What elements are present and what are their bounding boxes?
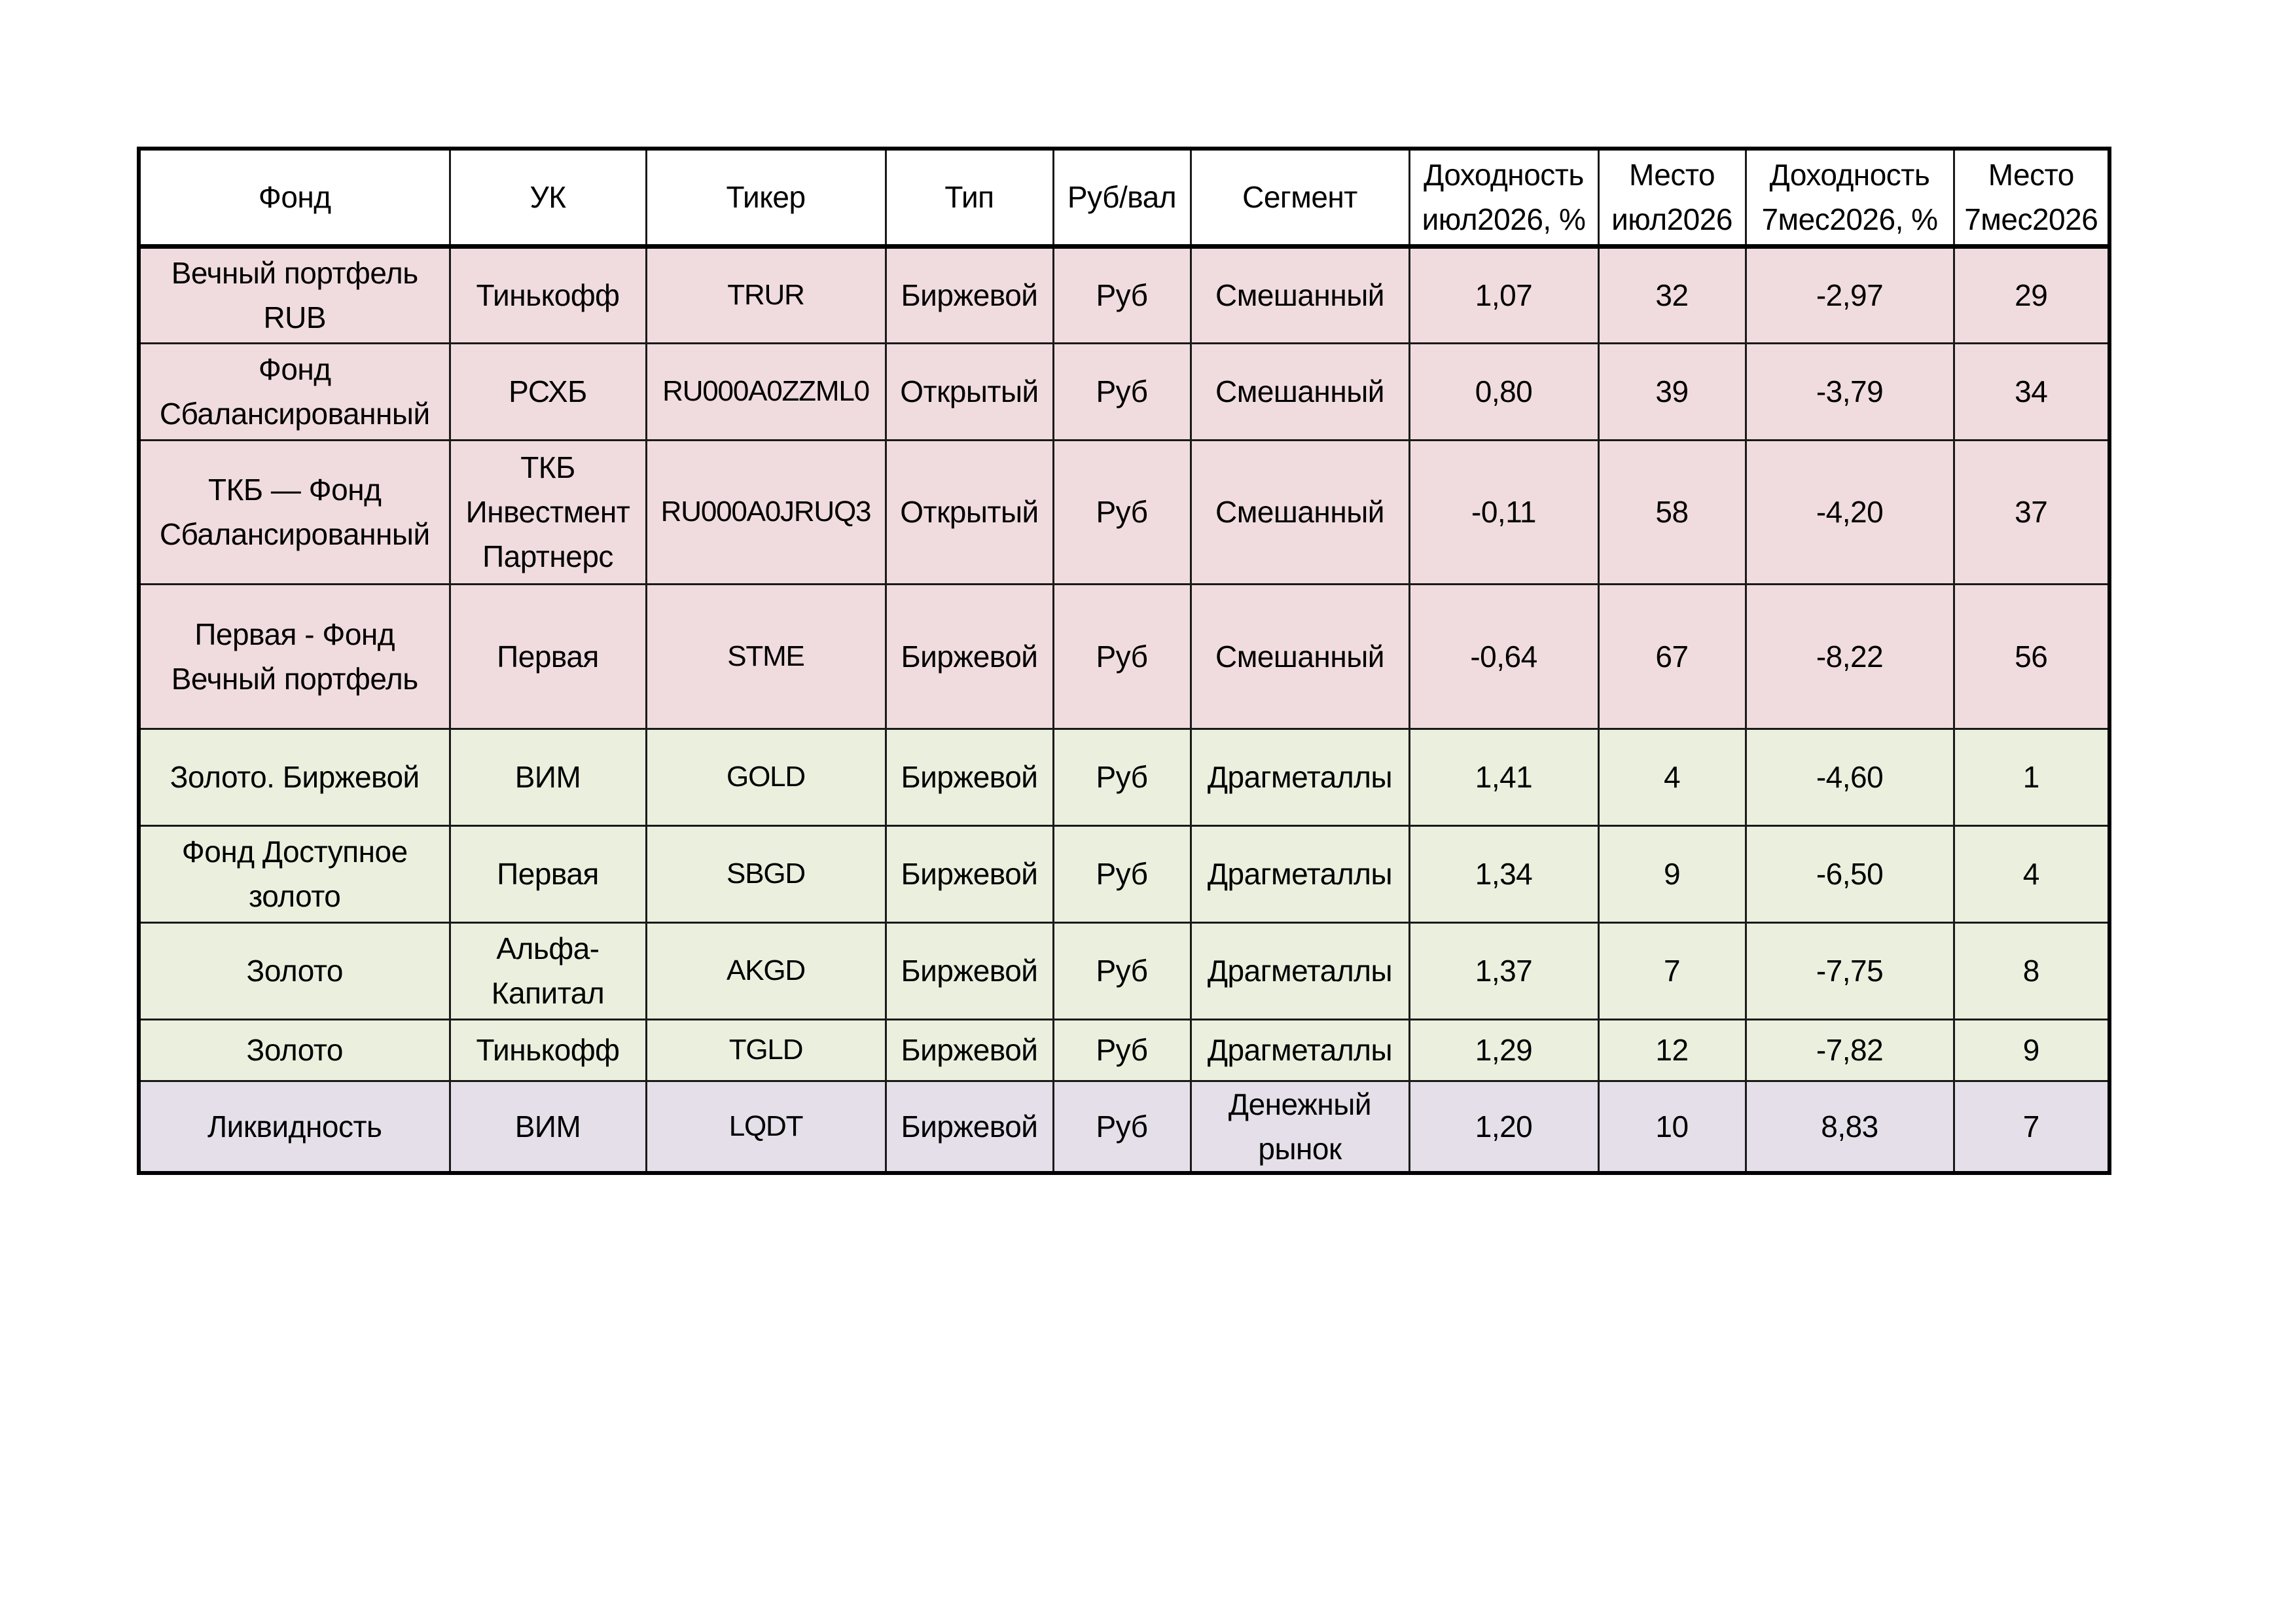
- header-type: Тип: [886, 149, 1053, 246]
- cell-fund: Вечный портфель RUB: [139, 246, 450, 343]
- cell-currency: Руб: [1053, 729, 1191, 825]
- cell-yield-7m: -2,97: [1746, 246, 1954, 343]
- table-row: [139, 825, 2109, 922]
- cell-segment: Денежный рынок: [1191, 1081, 1409, 1173]
- cell-ticker: RU000A0JRUQ3: [646, 440, 886, 584]
- cell-yield-7m: -7,82: [1746, 1019, 1954, 1081]
- cell-rank-7m: 8: [1954, 922, 2109, 1019]
- cell-type: Биржевой: [886, 1081, 1053, 1173]
- cell-rank-jul: 4: [1598, 729, 1746, 825]
- cell-uk: Альфа-Капитал: [450, 922, 646, 1019]
- cell-rank-7m: 56: [1954, 584, 2109, 729]
- cell-yield-7m: -4,20: [1746, 440, 1954, 584]
- cell-fund: Золото: [139, 922, 450, 1019]
- cell-rank-jul: 67: [1598, 584, 1746, 729]
- cell-currency: Руб: [1053, 922, 1191, 1019]
- header-uk: УК: [450, 149, 646, 246]
- cell-rank-jul: 32: [1598, 246, 1746, 343]
- cell-fund: Золото: [139, 1019, 450, 1081]
- cell-fund: Фонд Доступное золото: [139, 825, 450, 922]
- cell-type: Биржевой: [886, 729, 1053, 825]
- cell-yield-jul: 1,29: [1409, 1019, 1598, 1081]
- table-row: [139, 1019, 2109, 1081]
- cell-rank-7m: 34: [1954, 343, 2109, 440]
- cell-rank-jul: 9: [1598, 825, 1746, 922]
- cell-rank-jul: 7: [1598, 922, 1746, 1019]
- cell-ticker: TGLD: [646, 1019, 886, 1081]
- cell-uk: Первая: [450, 584, 646, 729]
- cell-uk: Тинькофф: [450, 1019, 646, 1081]
- table-row: [139, 246, 2109, 343]
- cell-rank-jul: 39: [1598, 343, 1746, 440]
- cell-ticker: AKGD: [646, 922, 886, 1019]
- cell-currency: Руб: [1053, 825, 1191, 922]
- cell-rank-7m: 7: [1954, 1081, 2109, 1173]
- cell-yield-jul: 1,34: [1409, 825, 1598, 922]
- cell-fund: Золото. Биржевой: [139, 729, 450, 825]
- cell-segment: Драгметаллы: [1191, 729, 1409, 825]
- cell-yield-jul: 1,41: [1409, 729, 1598, 825]
- cell-uk: ВИМ: [450, 1081, 646, 1173]
- cell-uk: ВИМ: [450, 729, 646, 825]
- header-rank-7m: Место 7мес2026: [1954, 149, 2109, 246]
- cell-rank-jul: 10: [1598, 1081, 1746, 1173]
- cell-yield-7m: 8,83: [1746, 1081, 1954, 1173]
- cell-currency: Руб: [1053, 343, 1191, 440]
- cell-ticker: RU000A0ZZML0: [646, 343, 886, 440]
- cell-currency: Руб: [1053, 440, 1191, 584]
- table-row: [139, 440, 2109, 584]
- cell-uk: ТКБ Инвестмент Партнерс: [450, 440, 646, 584]
- cell-rank-7m: 4: [1954, 825, 2109, 922]
- cell-fund: Фонд Сбалансированный: [139, 343, 450, 440]
- header-yield-7m: Доходность 7мес2026, %: [1746, 149, 1954, 246]
- header-rank-jul: Место июл2026: [1598, 149, 1746, 246]
- cell-yield-7m: -6,50: [1746, 825, 1954, 922]
- header-yield-jul: Доходность июл2026, %: [1409, 149, 1598, 246]
- table-row: [139, 922, 2109, 1019]
- cell-fund: Ликвидность: [139, 1081, 450, 1173]
- table-row: [139, 729, 2109, 825]
- cell-ticker: LQDT: [646, 1081, 886, 1173]
- cell-yield-7m: -3,79: [1746, 343, 1954, 440]
- table-row: [139, 1081, 2109, 1173]
- header-currency: Руб/вал: [1053, 149, 1191, 246]
- cell-type: Биржевой: [886, 584, 1053, 729]
- cell-ticker: STME: [646, 584, 886, 729]
- cell-rank-jul: 58: [1598, 440, 1746, 584]
- cell-yield-jul: -0,11: [1409, 440, 1598, 584]
- cell-fund: ТКБ — Фонд Сбалансированный: [139, 440, 450, 584]
- cell-segment: Смешанный: [1191, 343, 1409, 440]
- table-header-row: [139, 149, 2109, 246]
- cell-yield-7m: -8,22: [1746, 584, 1954, 729]
- cell-type: Биржевой: [886, 922, 1053, 1019]
- cell-yield-jul: 1,37: [1409, 922, 1598, 1019]
- table-row: [139, 343, 2109, 440]
- cell-uk: Первая: [450, 825, 646, 922]
- cell-fund: Первая - Фонд Вечный портфель: [139, 584, 450, 729]
- cell-type: Биржевой: [886, 246, 1053, 343]
- cell-rank-7m: 1: [1954, 729, 2109, 825]
- cell-uk: Тинькофф: [450, 246, 646, 343]
- cell-currency: Руб: [1053, 584, 1191, 729]
- funds-table: [137, 147, 2111, 1175]
- cell-type: Биржевой: [886, 825, 1053, 922]
- cell-segment: Драгметаллы: [1191, 922, 1409, 1019]
- cell-segment: Драгметаллы: [1191, 825, 1409, 922]
- cell-uk: РСХБ: [450, 343, 646, 440]
- cell-segment: Смешанный: [1191, 246, 1409, 343]
- cell-yield-jul: 1,07: [1409, 246, 1598, 343]
- cell-currency: Руб: [1053, 246, 1191, 343]
- cell-currency: Руб: [1053, 1019, 1191, 1081]
- cell-yield-7m: -4,60: [1746, 729, 1954, 825]
- header-ticker: Тикер: [646, 149, 886, 246]
- cell-rank-7m: 29: [1954, 246, 2109, 343]
- cell-yield-7m: -7,75: [1746, 922, 1954, 1019]
- header-fund: Фонд: [139, 149, 450, 246]
- cell-type: Биржевой: [886, 1019, 1053, 1081]
- cell-segment: Смешанный: [1191, 584, 1409, 729]
- cell-type: Открытый: [886, 440, 1053, 584]
- cell-currency: Руб: [1053, 1081, 1191, 1173]
- cell-yield-jul: 0,80: [1409, 343, 1598, 440]
- cell-rank-jul: 12: [1598, 1019, 1746, 1081]
- cell-ticker: TRUR: [646, 246, 886, 343]
- cell-yield-jul: -0,64: [1409, 584, 1598, 729]
- cell-type: Открытый: [886, 343, 1053, 440]
- cell-segment: Драгметаллы: [1191, 1019, 1409, 1081]
- table-row: [139, 584, 2109, 729]
- cell-ticker: SBGD: [646, 825, 886, 922]
- cell-rank-7m: 9: [1954, 1019, 2109, 1081]
- cell-rank-7m: 37: [1954, 440, 2109, 584]
- cell-segment: Смешанный: [1191, 440, 1409, 584]
- header-segment: Сегмент: [1191, 149, 1409, 246]
- cell-ticker: GOLD: [646, 729, 886, 825]
- cell-yield-jul: 1,20: [1409, 1081, 1598, 1173]
